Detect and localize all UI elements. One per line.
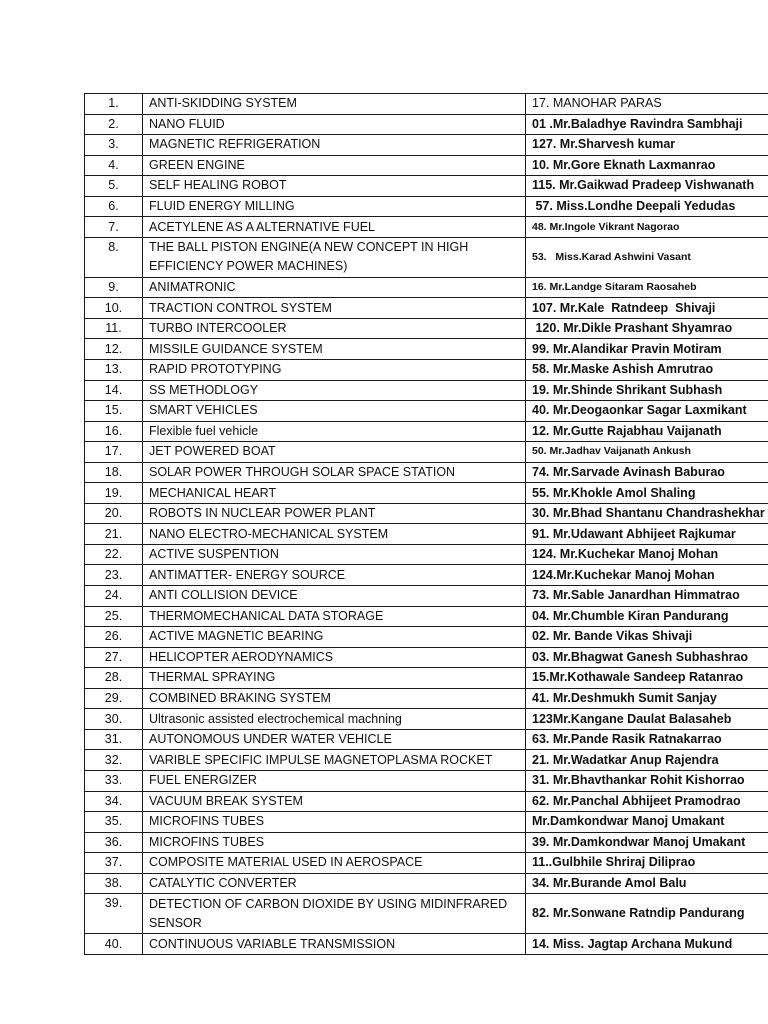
table-row <box>85 442 768 463</box>
seminar-topic: NANO ELECTRO-MECHANICAL SYSTEM <box>143 524 526 545</box>
seminar-topic: THERMAL SPRAYING <box>143 668 526 689</box>
serial-number: 18. <box>85 462 143 483</box>
table-row <box>85 483 768 504</box>
serial-number: 17. <box>85 442 143 463</box>
student-name: 39. Mr.Damkondwar Manoj Umakant <box>526 832 768 853</box>
student-name: 10. Mr.Gore Eknath Laxmanrao <box>526 155 768 176</box>
seminar-topic: AUTONOMOUS UNDER WATER VEHICLE <box>143 729 526 750</box>
student-name: 19. Mr.Shinde Shrikant Subhash <box>526 380 768 401</box>
table-row <box>85 360 768 381</box>
table-row <box>85 729 768 750</box>
table-row <box>85 503 768 524</box>
student-name: 120. Mr.Dikle Prashant Shyamrao <box>526 318 768 339</box>
serial-number: 34. <box>85 791 143 812</box>
student-name: 48. Mr.Ingole Vikrant Nagorao <box>526 217 768 238</box>
table-row <box>85 853 768 874</box>
table-row <box>85 277 768 298</box>
serial-number: 36. <box>85 832 143 853</box>
student-name: Mr.Damkondwar Manoj Umakant <box>526 812 768 833</box>
table-row <box>85 524 768 545</box>
student-name: 11..Gulbhile Shriraj Diliprao <box>526 853 768 874</box>
table-row <box>85 873 768 894</box>
serial-number: 10. <box>85 298 143 319</box>
seminar-topic: COMBINED BRAKING SYSTEM <box>143 688 526 709</box>
student-name: 15.Mr.Kothawale Sandeep Ratanrao <box>526 668 768 689</box>
table-row <box>85 155 768 176</box>
table-row <box>85 339 768 360</box>
student-name: 63. Mr.Pande Rasik Ratnakarrao <box>526 729 768 750</box>
table-row <box>85 176 768 197</box>
serial-number: 7. <box>85 217 143 238</box>
seminar-topic: SMART VEHICLES <box>143 401 526 422</box>
serial-number: 26. <box>85 627 143 648</box>
table-row <box>85 627 768 648</box>
serial-number: 31. <box>85 729 143 750</box>
student-name: 03. Mr.Bhagwat Ganesh Subhashrao <box>526 647 768 668</box>
student-name: 57. Miss.Londhe Deepali Yedudas <box>526 196 768 217</box>
seminar-topic: TURBO INTERCOOLER <box>143 318 526 339</box>
seminar-topic: FUEL ENERGIZER <box>143 770 526 791</box>
student-name: 115. Mr.Gaikwad Pradeep Vishwanath <box>526 176 768 197</box>
student-name: 123Mr.Kangane Daulat Balasaheb <box>526 709 768 730</box>
table-row <box>85 135 768 156</box>
seminar-topic: Flexible fuel vehicle <box>143 421 526 442</box>
student-name: 21. Mr.Wadatkar Anup Rajendra <box>526 750 768 771</box>
student-name: 02. Mr. Bande Vikas Shivaji <box>526 627 768 648</box>
serial-number: 9. <box>85 277 143 298</box>
seminar-topic-sheet <box>84 93 768 955</box>
student-name: 31. Mr.Bhavthankar Rohit Kishorrao <box>526 770 768 791</box>
serial-number: 8. <box>85 237 143 277</box>
serial-number: 29. <box>85 688 143 709</box>
student-name: 124. Mr.Kuchekar Manoj Mohan <box>526 544 768 565</box>
seminar-topic: JET POWERED BOAT <box>143 442 526 463</box>
student-name: 127. Mr.Sharvesh kumar <box>526 135 768 156</box>
table-row <box>85 606 768 627</box>
student-name: 55. Mr.Khokle Amol Shaling <box>526 483 768 504</box>
student-name: 01 .Mr.Baladhye Ravindra Sambhaji <box>526 114 768 135</box>
seminar-topic: NANO FLUID <box>143 114 526 135</box>
serial-number: 37. <box>85 853 143 874</box>
student-name: 124.Mr.Kuchekar Manoj Mohan <box>526 565 768 586</box>
student-name: 53. Miss.Karad Ashwini Vasant <box>526 237 768 277</box>
student-name: 91. Mr.Udawant Abhijeet Rajkumar <box>526 524 768 545</box>
student-name: 62. Mr.Panchal Abhijeet Pramodrao <box>526 791 768 812</box>
table-row <box>85 688 768 709</box>
serial-number: 25. <box>85 606 143 627</box>
seminar-topic: ANTIMATTER- ENERGY SOURCE <box>143 565 526 586</box>
seminar-topic: MISSILE GUIDANCE SYSTEM <box>143 339 526 360</box>
serial-number: 38. <box>85 873 143 894</box>
student-name: 107. Mr.Kale Ratndeep Shivaji <box>526 298 768 319</box>
table-row <box>85 94 768 115</box>
serial-number: 16. <box>85 421 143 442</box>
table-row <box>85 565 768 586</box>
table-row <box>85 750 768 771</box>
serial-number: 32. <box>85 750 143 771</box>
student-name: 16. Mr.Landge Sitaram Raosaheb <box>526 277 768 298</box>
seminar-topic: DETECTION OF CARBON DIOXIDE BY USING MIDINFRARED SENSOR <box>143 894 526 934</box>
student-name: 58. Mr.Maske Ashish Amrutrao <box>526 360 768 381</box>
table-row <box>85 298 768 319</box>
seminar-topic: Ultrasonic assisted electrochemical machning <box>143 709 526 730</box>
seminar-topic: CATALYTIC CONVERTER <box>143 873 526 894</box>
table-row <box>85 380 768 401</box>
table-row <box>85 812 768 833</box>
student-name: 40. Mr.Deogaonkar Sagar Laxmikant <box>526 401 768 422</box>
seminar-topic: MICROFINS TUBES <box>143 832 526 853</box>
serial-number: 22. <box>85 544 143 565</box>
serial-number: 12. <box>85 339 143 360</box>
student-name: 34. Mr.Burande Amol Balu <box>526 873 768 894</box>
student-name: 74. Mr.Sarvade Avinash Baburao <box>526 462 768 483</box>
serial-number: 35. <box>85 812 143 833</box>
table-row <box>85 832 768 853</box>
serial-number: 40. <box>85 934 143 955</box>
student-name: 12. Mr.Gutte Rajabhau Vaijanath <box>526 421 768 442</box>
student-name: 04. Mr.Chumble Kiran Pandurang <box>526 606 768 627</box>
seminar-topic: GREEN ENGINE <box>143 155 526 176</box>
table-row <box>85 401 768 422</box>
seminar-topic: ACETYLENE AS A ALTERNATIVE FUEL <box>143 217 526 238</box>
student-name: 82. Mr.Sonwane Ratndip Pandurang <box>526 894 768 934</box>
seminar-topic: ACTIVE SUSPENTION <box>143 544 526 565</box>
seminar-topic: SOLAR POWER THROUGH SOLAR SPACE STATION <box>143 462 526 483</box>
table-row <box>85 709 768 730</box>
seminar-topic: MECHANICAL HEART <box>143 483 526 504</box>
student-name: 73. Mr.Sable Janardhan Himmatrao <box>526 586 768 607</box>
table-row <box>85 668 768 689</box>
seminar-topic: SELF HEALING ROBOT <box>143 176 526 197</box>
seminar-topic: ROBOTS IN NUCLEAR POWER PLANT <box>143 503 526 524</box>
table-body <box>85 94 768 955</box>
seminar-topic: VARIBLE SPECIFIC IMPULSE MAGNETOPLASMA ROCKET <box>143 750 526 771</box>
table-row <box>85 114 768 135</box>
seminar-topic: ANIMATRONIC <box>143 277 526 298</box>
seminar-topic: THE BALL PISTON ENGINE(A NEW CONCEPT IN HIGH EFFICIENCY POWER MACHINES) <box>143 237 526 277</box>
topic-allocation-table <box>84 93 768 955</box>
serial-number: 24. <box>85 586 143 607</box>
student-name: 17. MANOHAR PARAS <box>526 94 768 115</box>
serial-number: 11. <box>85 318 143 339</box>
seminar-topic: COMPOSITE MATERIAL USED IN AEROSPACE <box>143 853 526 874</box>
seminar-topic: SS METHODLOGY <box>143 380 526 401</box>
seminar-topic: VACUUM BREAK SYSTEM <box>143 791 526 812</box>
seminar-topic: THERMOMECHANICAL DATA STORAGE <box>143 606 526 627</box>
student-name: 14. Miss. Jagtap Archana Mukund <box>526 934 768 955</box>
serial-number: 33. <box>85 770 143 791</box>
serial-number: 27. <box>85 647 143 668</box>
serial-number: 15. <box>85 401 143 422</box>
seminar-topic: TRACTION CONTROL SYSTEM <box>143 298 526 319</box>
serial-number: 21. <box>85 524 143 545</box>
serial-number: 6. <box>85 196 143 217</box>
table-row <box>85 894 768 934</box>
serial-number: 23. <box>85 565 143 586</box>
seminar-topic: MICROFINS TUBES <box>143 812 526 833</box>
table-row <box>85 196 768 217</box>
seminar-topic: RAPID PROTOTYPING <box>143 360 526 381</box>
student-name: 99. Mr.Alandikar Pravin Motiram <box>526 339 768 360</box>
table-row <box>85 647 768 668</box>
table-row <box>85 544 768 565</box>
seminar-topic: ACTIVE MAGNETIC BEARING <box>143 627 526 648</box>
seminar-topic: CONTINUOUS VARIABLE TRANSMISSION <box>143 934 526 955</box>
serial-number: 13. <box>85 360 143 381</box>
table-row <box>85 318 768 339</box>
student-name: 30. Mr.Bhad Shantanu Chandrashekhar <box>526 503 768 524</box>
seminar-topic: ANTI COLLISION DEVICE <box>143 586 526 607</box>
table-row <box>85 237 768 277</box>
serial-number: 3. <box>85 135 143 156</box>
student-name: 50. Mr.Jadhav Vaijanath Ankush <box>526 442 768 463</box>
serial-number: 30. <box>85 709 143 730</box>
serial-number: 2. <box>85 114 143 135</box>
serial-number: 20. <box>85 503 143 524</box>
seminar-topic: HELICOPTER AERODYNAMICS <box>143 647 526 668</box>
table-row <box>85 217 768 238</box>
seminar-topic: FLUID ENERGY MILLING <box>143 196 526 217</box>
serial-number: 4. <box>85 155 143 176</box>
serial-number: 19. <box>85 483 143 504</box>
serial-number: 28. <box>85 668 143 689</box>
table-row <box>85 791 768 812</box>
table-row <box>85 770 768 791</box>
serial-number: 5. <box>85 176 143 197</box>
seminar-topic: ANTI-SKIDDING SYSTEM <box>143 94 526 115</box>
table-row <box>85 462 768 483</box>
table-row <box>85 421 768 442</box>
serial-number: 14. <box>85 380 143 401</box>
student-name: 41. Mr.Deshmukh Sumit Sanjay <box>526 688 768 709</box>
table-row <box>85 586 768 607</box>
table-row <box>85 934 768 955</box>
serial-number: 1. <box>85 94 143 115</box>
seminar-topic: MAGNETIC REFRIGERATION <box>143 135 526 156</box>
serial-number: 39. <box>85 894 143 934</box>
